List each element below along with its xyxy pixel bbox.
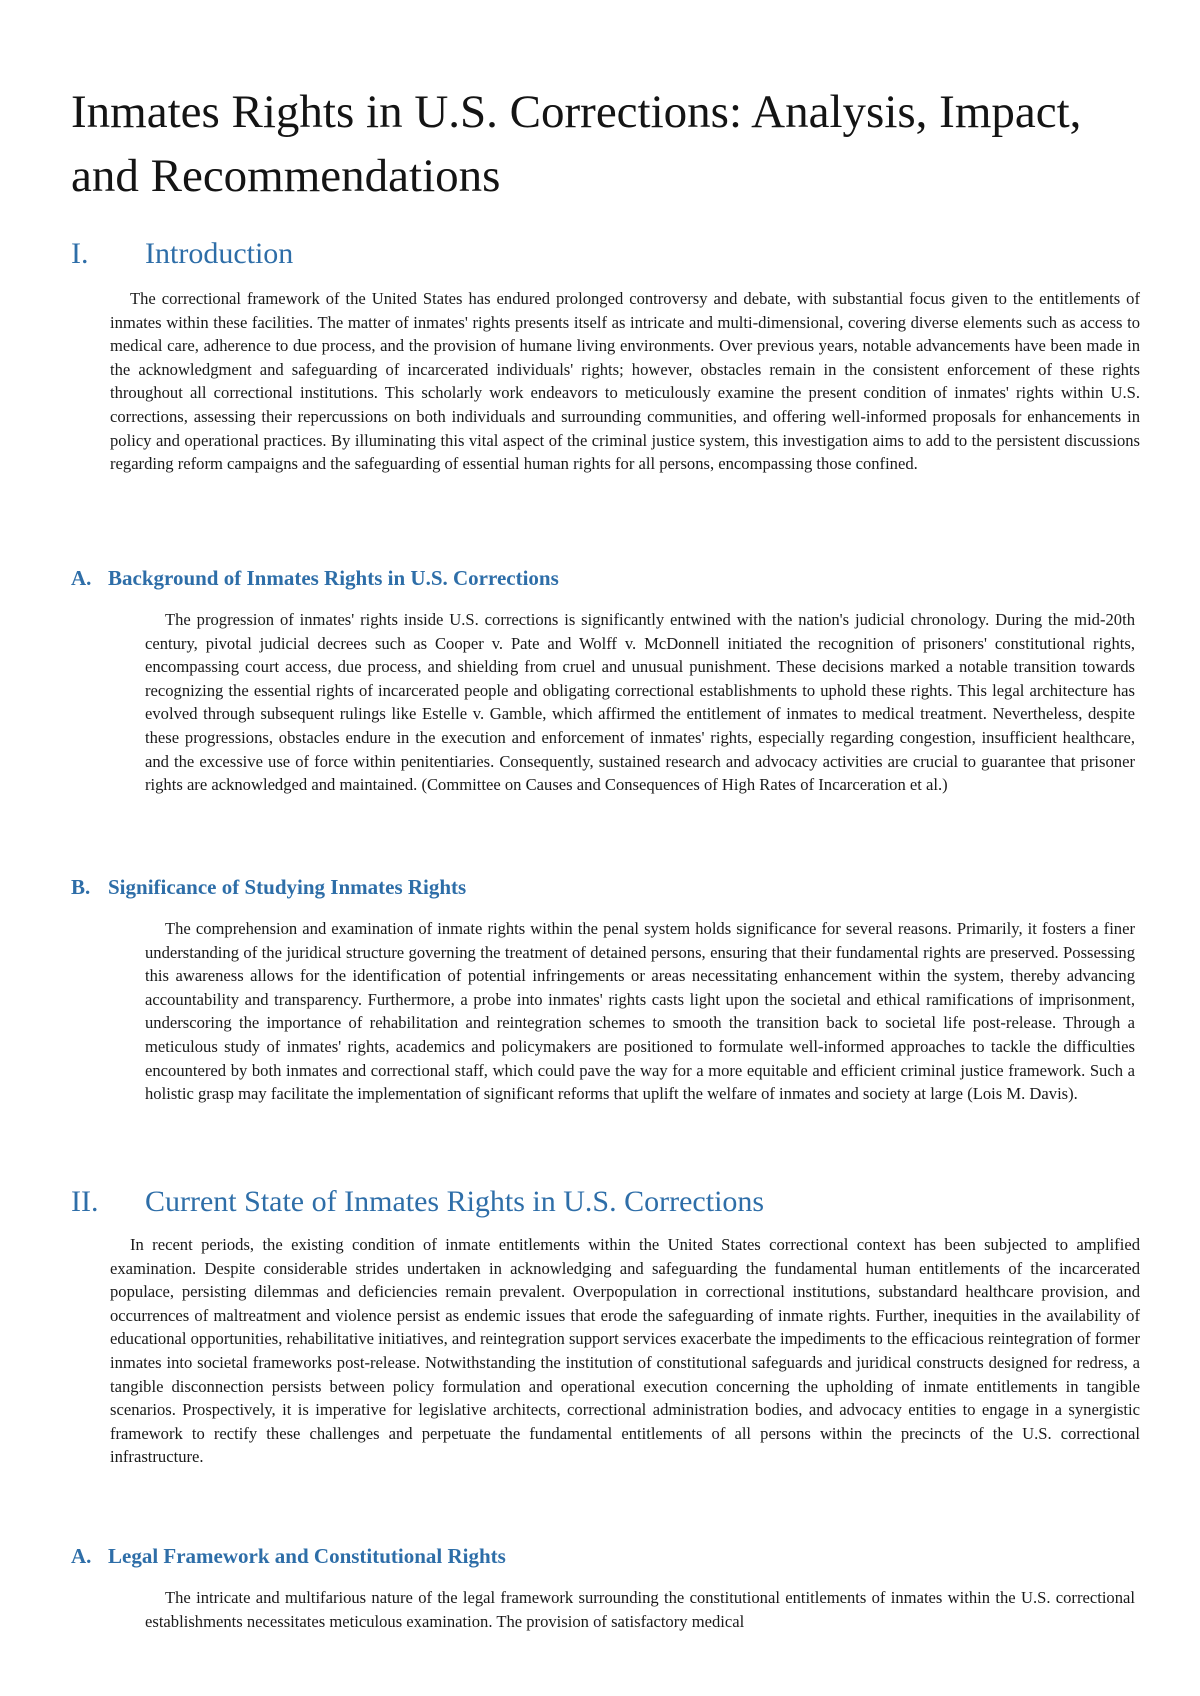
subsection-title: Significance of Studying Inmates Rights — [108, 875, 467, 899]
section-title: Introduction — [145, 237, 294, 270]
section-heading-current-state — [71, 1184, 764, 1220]
current-state-paragraph: In recent periods, the existing condition of inmate entitlements within the United States correctional context has been subjected to amplified examination. Despite considerable strides undertaken in acknowledging and safeguarding the fundamental human entitlements of the incarcerated populace, persisting dilemmas and deficiencies remain prevalent. Overpopulation in correctional institutions, substandard healthcare provision, and occurrences of maltreatment and violence persist as endemic issues that erode the safeguarding of inmate rights. Further, inequities in the availability of educational opportunities, rehabilitative initiatives, and reintegration support services exacerbate the impediments to the efficacious reintegration of former inmates into societal frameworks post-release. Notwithstanding the institution of constitutional safeguards and juridical constructs designed for redress, a tangible disconnection persists between policy formulation and operational execution concerning the upholding of inmate entitlements in tangible scenarios. Prospectively, it is imperative for legislative architects, correctional administration bodies, and advocacy entities to engage in a synergistic framework to rectify these challenges and perpetuate the fundamental entitlements of all persons within the precincts of the U.S. correctional infrastructure. — [110, 1235, 1140, 1467]
section-number: II. — [71, 1185, 99, 1218]
section-title: Current State of Inmates Rights in U.S. Corrections — [145, 1185, 765, 1218]
subsection-letter: B. — [71, 875, 91, 899]
subsection-title: Background of Inmates Rights in U.S. Corrections — [108, 566, 559, 590]
subsection-heading-legal-framework — [71, 1542, 506, 1570]
subsection-title: Legal Framework and Constitutional Rights — [108, 1544, 506, 1568]
introduction-paragraph: The correctional framework of the United States has endured prolonged controversy and debate, with substantial focus given to the entitlements of inmates within these facilities. The matter of inmates' rights presents itself as intricate and multi-dimensional, covering diverse elements such as access to medical care, adherence to due process, and the provision of humane living environments. Over previous years, notable advancements have been made in the acknowledgment and safeguarding of incarcerated individuals' rights; however, obstacles remain in the consistent enforcement of these rights throughout all correctional institutions. This scholarly work endeavors to meticulously examine the present condition of inmates' rights within U.S. corrections, assessing their repercussions on both individuals and surrounding communities, and offering well-informed proposals for enhancements in policy and operational practices. By illuminating this vital aspect of the criminal justice system, this investigation aims to add to the persistent discussions regarding reform campaigns and the safeguarding of essential human rights for all persons, encompassing those confined. — [110, 289, 1140, 474]
document-title: Inmates Rights in U.S. Corrections: Analysis, Impact, and Recommendations — [71, 86, 1082, 202]
significance-paragraph: The comprehension and examination of inmate rights within the penal system holds significance for several reasons. Primarily, it fosters a finer understanding of the juridical structure governing the treatment of detained persons, ensuring that their fundamental rights are preserved. Possessing this awareness allows for the identification of potential infringements or areas necessitating enhancement within the system, thereby advancing accountability and transparency. Furthermore, a probe into inmates' rights casts light upon the societal and ethical ramifications of imprisonment, underscoring the importance of rehabilitation and reintegration schemes to smooth the transition back to societal life post-release. Through a meticulous study of inmates' rights, academics and policymakers are positioned to formulate well-informed approaches to tackle the difficulties encountered by both inmates and correctional staff, which could pave the way for a more equitable and efficient criminal justice framework. Such a holistic grasp may facilitate the implementation of significant reforms that uplift the welfare of inmates and society at large (Lois M. Davis). — [145, 919, 1135, 1104]
subsection-heading-background — [71, 564, 559, 592]
subsection-letter: A. — [71, 1544, 92, 1568]
background-paragraph: The progression of inmates' rights inside U.S. corrections is significantly entwined with the nation's judicial chronology. During the mid-20th century, pivotal judicial decrees such as Cooper v. Pate and Wolff v. McDonnell initiated the recognition of prisoners' constitutional rights, encompassing court access, due process, and shielding from cruel and unusual punishment. These decisions marked a notable transition towards recognizing the essential rights of incarcerated people and obligating correctional establishments to uphold these rights. This legal architecture has evolved through subsequent rulings like Estelle v. Gamble, which affirmed the entitlement of inmates to medical treatment. Nevertheless, despite these progressions, obstacles endure in the execution and enforcement of inmates' rights, especially regarding congestion, insufficient healthcare, and the excessive use of force within penitentiaries. Consequently, sustained research and advocacy activities are crucial to guarantee that prisoner rights are acknowledged and maintained. (Committee on Causes and Consequences of High Rates of Incarceration et al.) — [145, 610, 1135, 795]
section-number: I. — [71, 237, 89, 270]
section-heading-introduction — [71, 236, 293, 272]
subsection-heading-significance — [71, 873, 466, 901]
subsection-letter: A. — [71, 566, 92, 590]
legal-framework-paragraph: The intricate and multifarious nature of the legal framework surrounding the constitutional entitlements of inmates within the U.S. correctional establishments necessitates meticulous examination. The provision of satisfactory medical — [145, 1588, 1135, 1631]
